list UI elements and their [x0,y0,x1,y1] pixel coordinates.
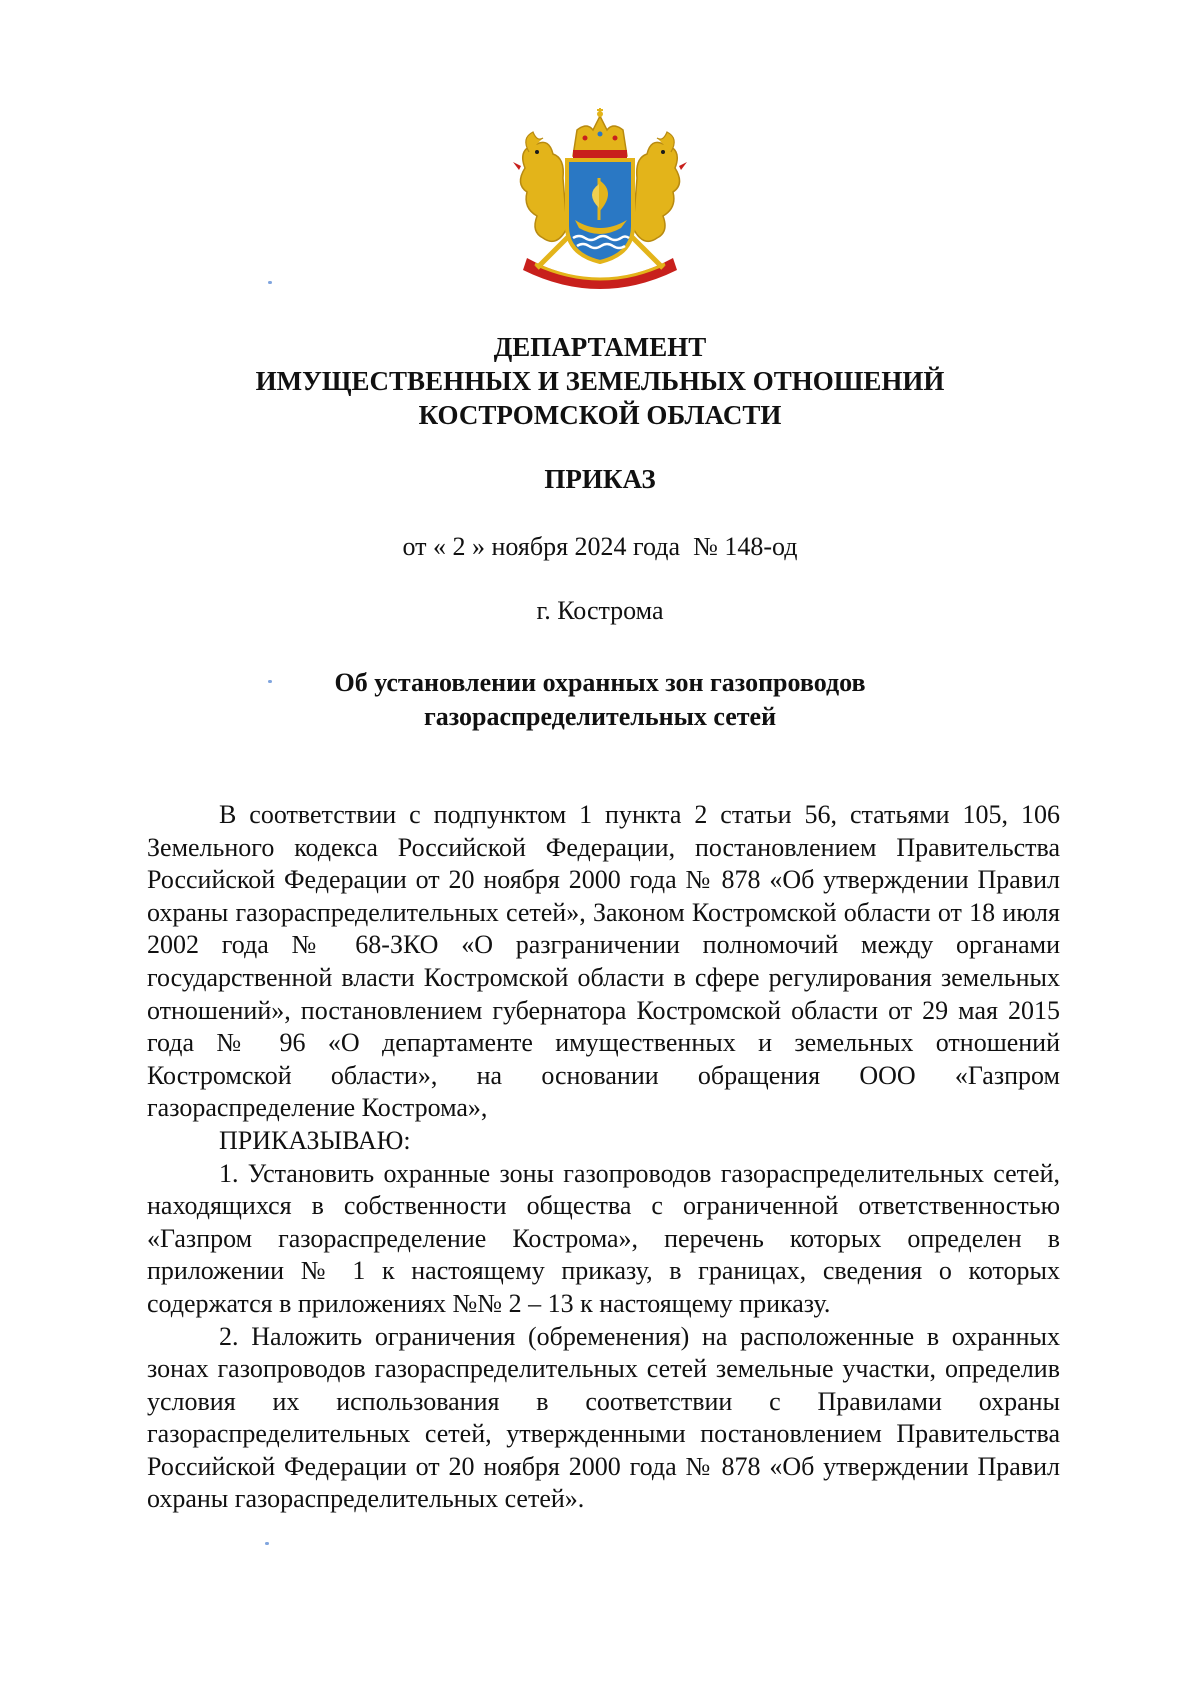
department-line-2: ИМУЩЕСТВЕННЫХ И ЗЕМЕЛЬНЫХ ОТНОШЕНИЙ [255,366,945,396]
document-date-number: от « 2 » ноября 2024 года № 148-од [402,532,798,561]
order-item-2: 2. Наложить ограничения (обременения) на расположенные в охранных зонах газопроводов газораспределительных сетей земельные участки, определив условия их использования в соответствии с Правилами охраны газораспределительных сетей, утвержденными постановлением Правительства Российской Федерации от 20 ноября 2000 года № 878 «Об утверждении Правил охраны газораспределительных сетей». [147,1321,1060,1514]
scan-dot [268,680,272,683]
scan-dot [268,281,272,284]
kostroma-coat-of-arms-icon [507,108,693,294]
department-line-3: КОСТРОМСКОЙ ОБЛАСТИ [418,400,782,430]
scan-dot [265,1542,269,1545]
document-subject [0,666,1200,734]
subject-line-2: газораспределительных сетей [423,702,777,731]
department-header [0,330,1200,432]
order-word: ПРИКАЗЫВАЮ: [219,1125,411,1155]
subject-line-1: Об установлении охранных зон газопроводов [334,668,866,697]
document-type: ПРИКАЗ [544,464,656,494]
department-line-1: ДЕПАРТАМЕНТ [493,332,707,362]
order-item-1: 1. Установить охранные зоны газопроводов газораспределительных сетей, находящихся в собственности общества с ограниченной ответственностью «Газпром газораспределение Кострома», перечень которых определен в приложении № 1 к настоящему приказу, в границах, сведения о которых содержатся в приложениях №№ 2 – 13 к настоящему приказу. [147,1158,1060,1318]
document-body [147,799,1060,1516]
document-city: г. Кострома [536,596,664,625]
preamble-paragraph: В соответствии с подпунктом 1 пункта 2 статьи 56, статьями 105, 106 Земельного кодекса Российской Федерации, постановлением Правительства Российской Федерации от 20 ноября 2000 года № 878 «Об утверждении Правил охраны газораспределительных сетей», Законом Костромской области от 18 июля 2002 года № 68-ЗКО «О разграничении полномочий между органами государственной власти Костромской области в сфере регулирования земельных отношений», постановлением губернатора Костромской области от 29 мая 2015 года № 96 «О департаменте имущественных и земельных отношений Костромской области», на основании обращения ООО «Газпром газораспределение Кострома», [147,800,1060,1123]
